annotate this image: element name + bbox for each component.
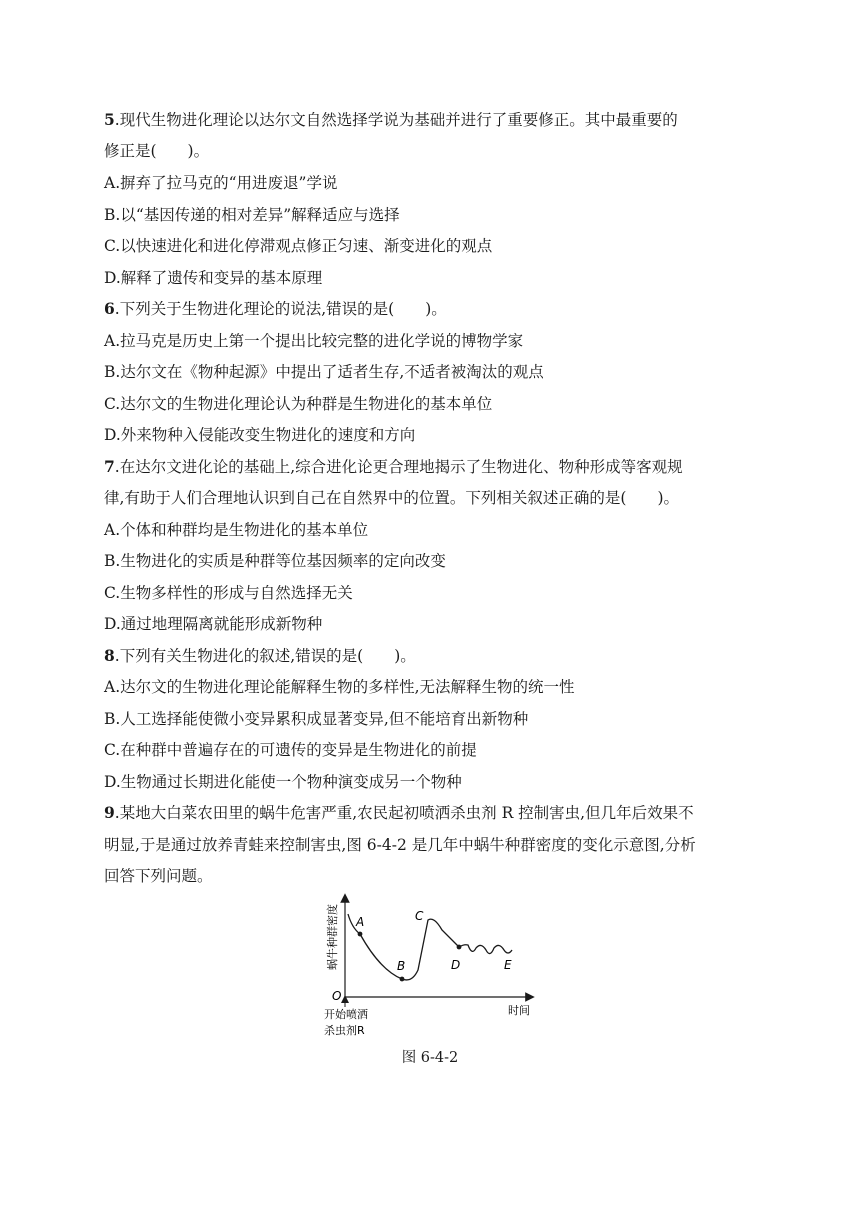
q6-option-a: A.拉马克是历史上第一个提出比较完整的进化学说的博物学家 — [104, 332, 524, 350]
point-c-label: C — [415, 909, 424, 923]
point-a-label: A — [356, 915, 365, 929]
figure-svg — [300, 890, 560, 1050]
q7-stem-line-2: 律,有助于人们合理地认识到自己在自然界中的位置。下列相关叙述正确的是( )。 — [104, 489, 680, 507]
q5-stem-line-2: 修正是( )。 — [104, 142, 210, 160]
q8-option-b: B.人工选择能使微小变异累积成显著变异,但不能培育出新物种 — [104, 710, 529, 728]
q7-option-d: D.通过地理隔离就能形成新物种 — [104, 615, 323, 633]
x-axis-label: 时间 — [508, 1004, 530, 1017]
q9-number: 9 — [104, 803, 115, 822]
q7-option-a: A.个体和种群均是生物进化的基本单位 — [104, 521, 369, 539]
q9-stem-line-3: 回答下列问题。 — [104, 867, 213, 885]
q5-option-a: A.摒弃了拉马克的“用进废退”学说 — [104, 174, 338, 192]
population-density-figure — [300, 890, 560, 1050]
start-label-line-1: 开始喷洒 — [324, 1008, 368, 1021]
q6-stem-line-1: 6.下列关于生物进化理论的说法,错误的是( )。 — [104, 299, 447, 318]
q9-stem-line-2: 明显,于是通过放养青蛙来控制害虫,图 6-4-2 是几年中蜗牛种群密度的变化示意图,分析 — [104, 836, 696, 854]
q8-stem-line-1: 8.下列有关生物进化的叙述,错误的是( )。 — [104, 646, 416, 665]
point-d-label: D — [451, 958, 461, 972]
q8-option-d: D.生物通过长期进化能使一个物种演变成另一个物种 — [104, 773, 462, 791]
q8-option-a: A.达尔文的生物进化理论能解释生物的多样性,无法解释生物的统一性 — [104, 678, 575, 696]
q7-stem-line-1: 7.在达尔文进化论的基础上,综合进化论更合理地揭示了生物进化、物种形成等客观规 — [104, 457, 683, 476]
q7-number: 7 — [104, 457, 115, 476]
q5-option-c: C.以快速进化和进化停滞观点修正匀速、渐变进化的观点 — [104, 237, 493, 255]
point-d-marker — [457, 945, 462, 950]
q5-option-b: B.以“基因传递的相对差异”解释适应与选择 — [104, 206, 400, 224]
q5-stem-line-1: 5.现代生物进化理论以达尔文自然选择学说为基础并进行了重要修正。其中最重要的 — [104, 110, 678, 129]
origin-label: O — [332, 989, 342, 1003]
q6-number: 6 — [104, 299, 115, 318]
q6-option-b: B.达尔文在《物种起源》中提出了适者生存,不适者被淘汰的观点 — [104, 363, 544, 381]
q7-option-b: B.生物进化的实质是种群等位基因频率的定向改变 — [104, 552, 446, 570]
figure-caption: 图 6-4-2 — [401, 1050, 459, 1066]
q6-option-c: C.达尔文的生物进化理论认为种群是生物进化的基本单位 — [104, 395, 493, 413]
density-curve — [348, 914, 512, 980]
point-b-marker — [400, 977, 405, 982]
point-b-label: B — [397, 959, 406, 973]
point-e-label: E — [504, 958, 512, 972]
q7-option-c: C.生物多样性的形成与自然选择无关 — [104, 584, 353, 602]
q8-option-c: C.在种群中普遍存在的可遗传的变异是生物进化的前提 — [104, 741, 477, 759]
point-a-marker — [358, 932, 363, 937]
q6-option-d: D.外来物种入侵能改变生物进化的速度和方向 — [104, 426, 416, 444]
q8-number: 8 — [104, 646, 115, 665]
y-axis-label: 蜗牛种群密度 — [326, 904, 339, 970]
q9-stem-line-1: 9.某地大白菜农田里的蜗牛危害严重,农民起初喷洒杀虫剂 R 控制害虫,但几年后效果不 — [104, 803, 694, 822]
start-label-line-2: 杀虫剂R — [324, 1024, 365, 1037]
q5-option-d: D.解释了遗传和变异的基本原理 — [104, 269, 323, 287]
q5-number: 5 — [104, 110, 115, 129]
